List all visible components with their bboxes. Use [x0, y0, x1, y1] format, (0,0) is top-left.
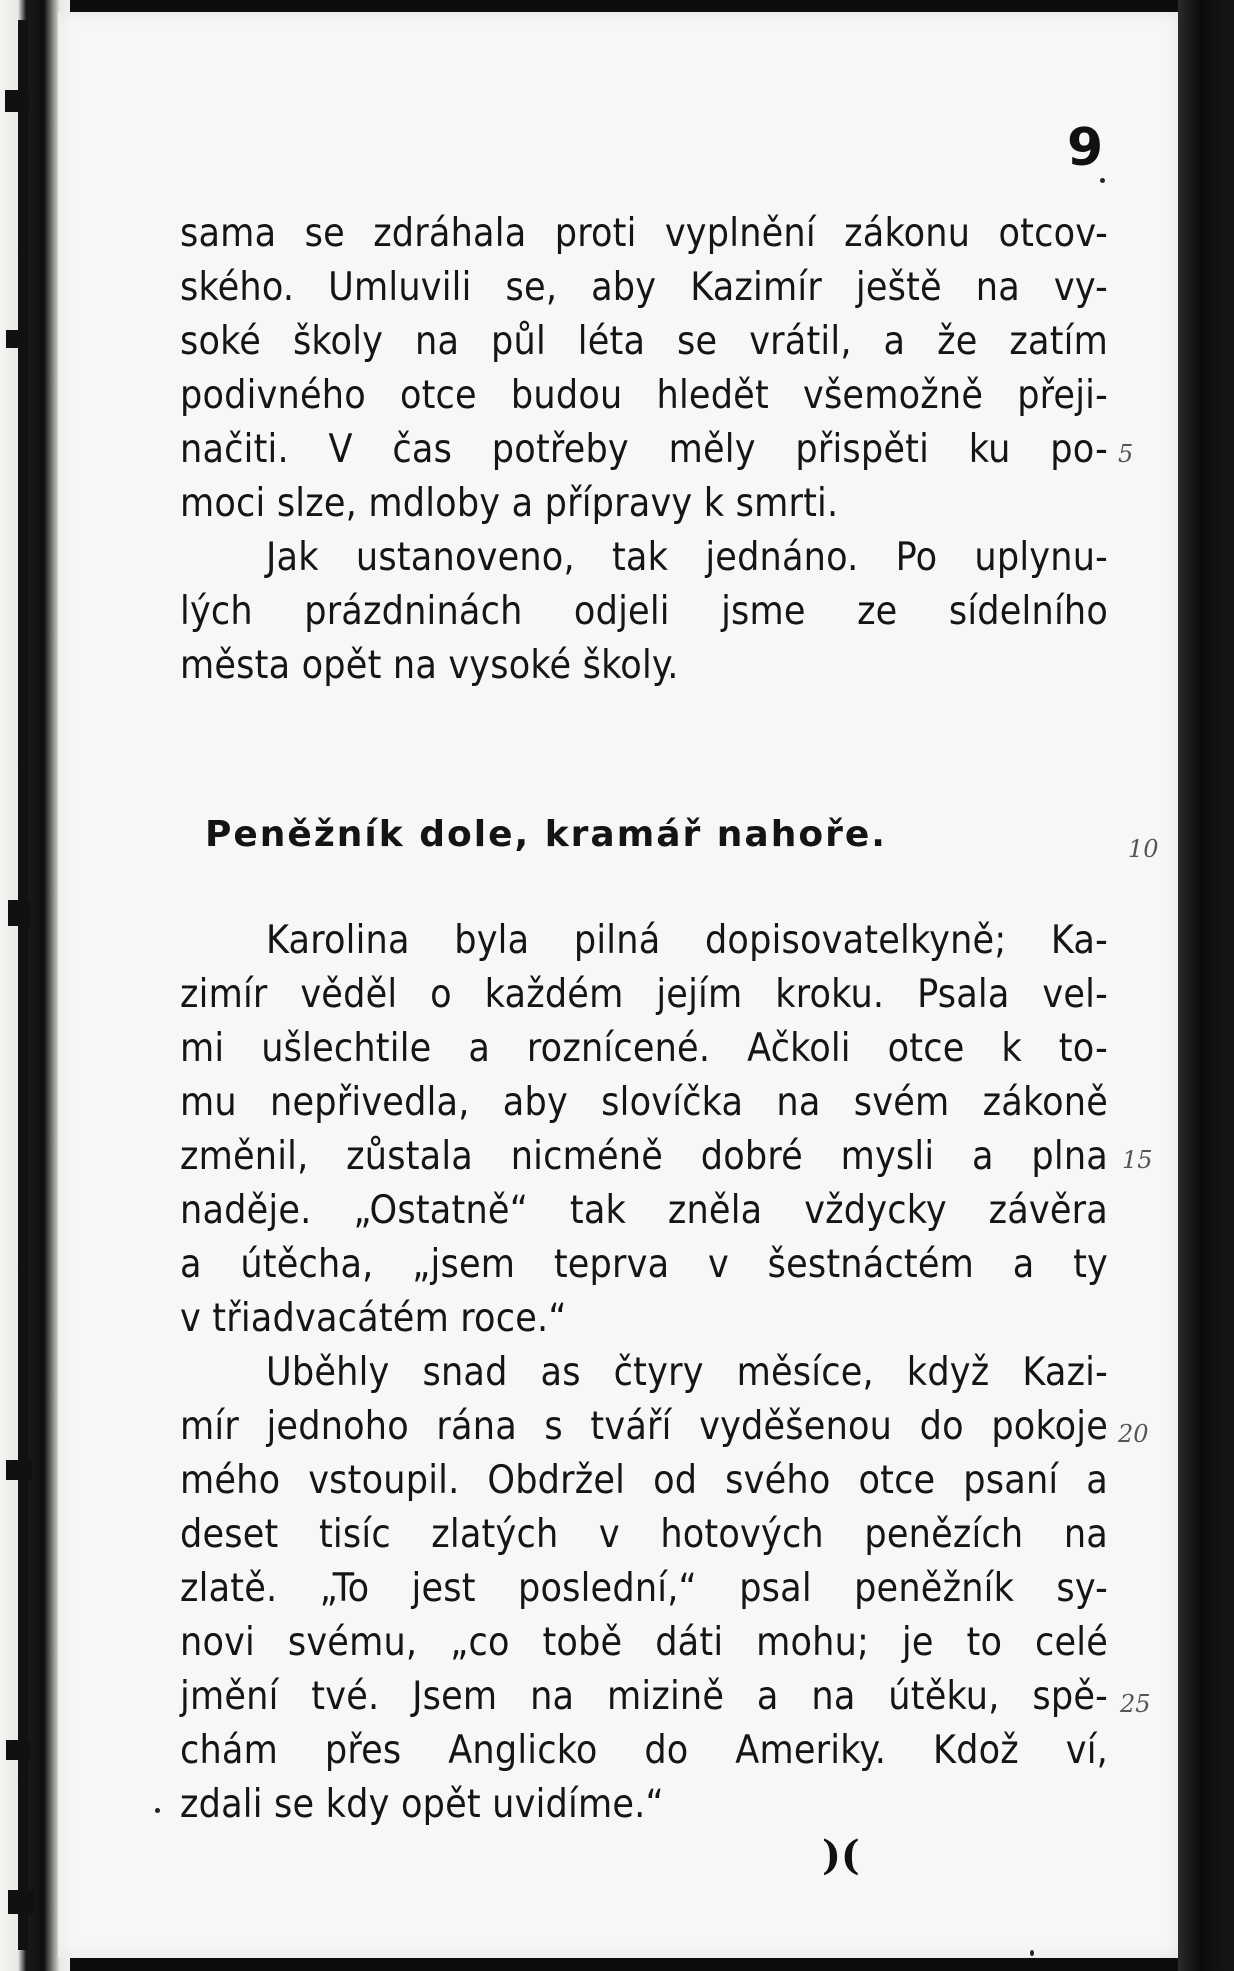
text-line: zimír věděl o každém jejím kroku. Psala vel-: [180, 972, 1108, 1017]
paper-speck: [1030, 1950, 1034, 1956]
text-line: mého vstoupil. Obdržel od svého otce psaní a: [180, 1458, 1108, 1503]
text-line: naděje. „Ostatně“ tak zněla vždycky závěra: [180, 1188, 1108, 1233]
text-line: změnil, zůstala nicméně dobré mysli a plna: [180, 1134, 1108, 1179]
text-line: mi ušlechtile a roznícené. Ačkoli otce k to-: [180, 1026, 1108, 1071]
line-count-note: 20: [1118, 1420, 1149, 1448]
text-line: deset tisíc zlatých v hotových penězích na: [180, 1512, 1108, 1557]
paper-speck: [1100, 178, 1105, 183]
text-line: Karolina byla pilná dopisovatelkyně; Ka-: [266, 918, 1108, 963]
text-line: novi svému, „co tobě dáti mohu; je to celé: [180, 1620, 1108, 1665]
binding-mark: [5, 90, 29, 112]
text-line: mír jednoho rána s tváří vyděšenou do pokoje: [180, 1404, 1108, 1449]
text-line: v třiadvacátém roce.“: [180, 1296, 567, 1341]
text-line: zdali se kdy opět uvidíme.“: [180, 1782, 664, 1827]
text-line: chám přes Anglicko do Ameriky. Kdož ví,: [180, 1728, 1108, 1773]
section-heading: Peněžník dole, kramář nahoře.: [205, 814, 887, 855]
binding-mark: [6, 1740, 30, 1760]
page-number: 9: [1067, 118, 1105, 178]
text-line: moci slze, mdloby a přípravy k smrti.: [180, 481, 839, 526]
line-count-note: 10: [1128, 835, 1159, 863]
page-edge-shadow: [1178, 0, 1234, 1971]
binding-mark: [8, 900, 30, 926]
paragraph-2: [180, 531, 1108, 693]
text-line: jmění tvé. Jsem na mizině a na útěku, spě-: [180, 1674, 1108, 1719]
line-count-note: 15: [1122, 1146, 1153, 1174]
paper-speck: [155, 1808, 160, 1813]
paragraph-3: [180, 914, 1108, 1346]
paragraph-4: [180, 1346, 1108, 1832]
text-line: mu nepřivedla, aby slovíčka na svém zákoně: [180, 1080, 1108, 1125]
binding-mark: [6, 330, 26, 348]
text-line: Jak ustanoveno, tak jednáno. Po uplynu-: [266, 535, 1108, 580]
printer-signature-mark: )(: [822, 1832, 860, 1879]
text-line: zlatě. „To jest poslední,“ psal peněžník sy-: [180, 1566, 1108, 1611]
line-count-note: 5: [1118, 440, 1134, 468]
text-line: a útěcha, „jsem teprva v šestnáctém a ty: [180, 1242, 1108, 1287]
text-line: lých prázdninách odjeli jsme ze sídelního: [180, 589, 1108, 634]
text-line: sama se zdráhala proti vyplnění zákonu otcov-: [180, 211, 1108, 256]
text-line: soké školy na půl léta se vrátil, a že zatím: [180, 319, 1108, 364]
text-line: města opět na vysoké školy.: [180, 643, 679, 688]
text-line: podivného otce budou hledět všemožně přeji-: [180, 373, 1108, 418]
text-line: načiti. V čas potřeby měly přispěti ku po-: [180, 427, 1108, 472]
gutter-shadow: [18, 20, 28, 1950]
text-line: Uběhly snad as čtyry měsíce, když Kazi-: [266, 1350, 1108, 1395]
line-count-note: 25: [1120, 1690, 1151, 1718]
binding-mark: [6, 1460, 32, 1480]
text-line: ského. Umluvili se, aby Kazimír ještě na vy-: [180, 265, 1108, 310]
paragraph-1: [180, 207, 1108, 531]
binding-mark: [8, 1890, 34, 1914]
